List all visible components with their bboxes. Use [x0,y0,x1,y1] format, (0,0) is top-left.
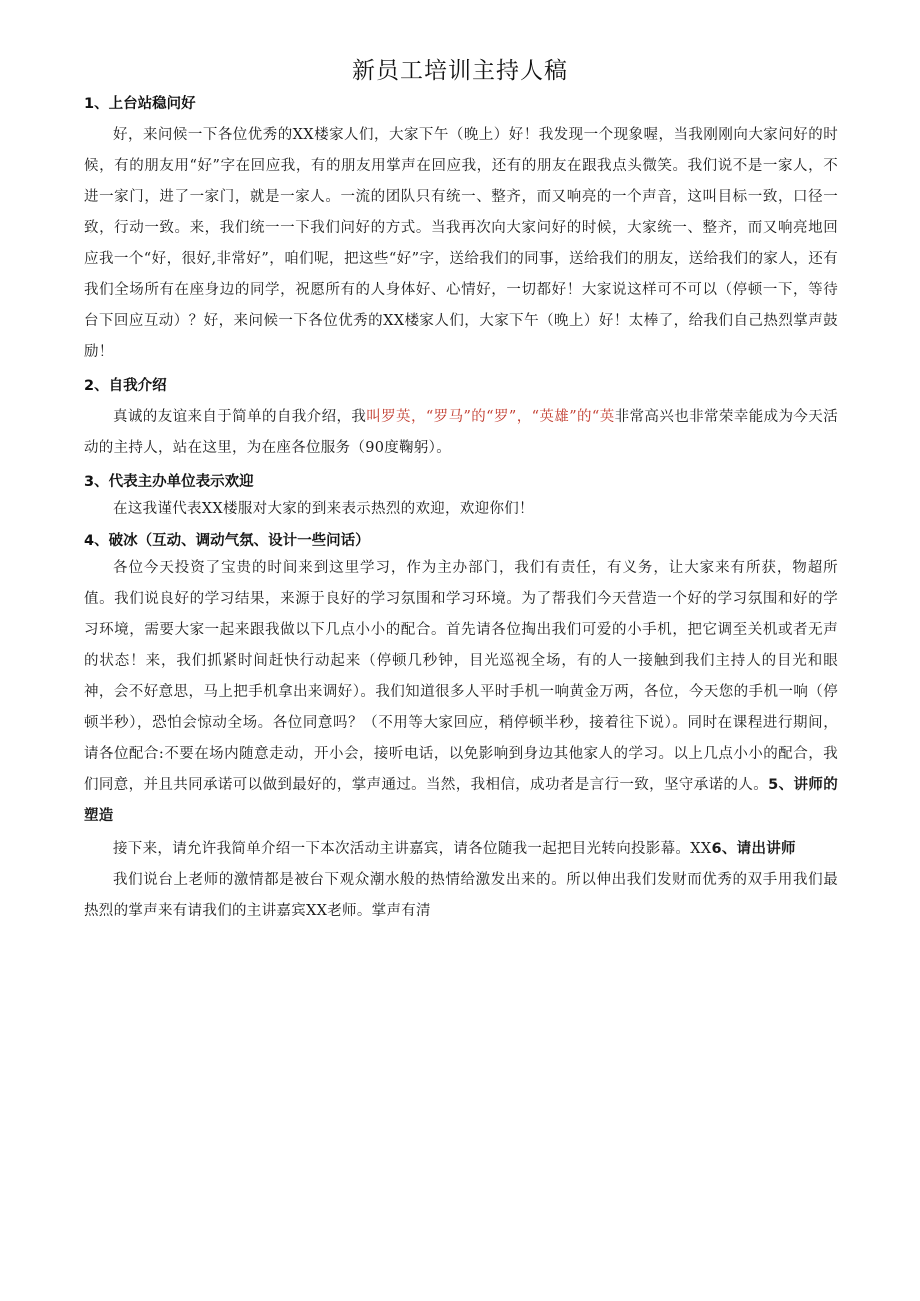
section-heading-welcome: 3、代表主办单位表示欢迎 [84,474,254,490]
section-heading-icebreak: 4、破冰（互动、调动气氛、设计一些问话） [84,533,370,549]
section-paragraph-invite-lecturer: 我们说台上老师的激情都是被台下观众潮水般的热情给激发出来的。所以伸出我们发财而优秀的双手用我们最热烈的掌声来有请我们的主讲嘉宾XX老师。掌声有清 [84,872,838,919]
section-paragraph-self-intro [84,402,838,464]
section-paragraph-lecturer-intro [84,834,838,865]
section-heading-greeting: 1、上台站稳问好 [84,96,196,112]
document-body [84,90,838,927]
self-intro-text-before: 真诚的友谊来自于简单的自我介绍，我 [113,409,367,425]
lecturer-intro-text: 接下来，请允许我简单介绍一下本次活动主讲嘉宾，请各位随我一起把目光转向投影幕。XX [113,841,712,857]
section-paragraph-icebreak [84,553,838,832]
icebreak-text: 各位今天投资了宝贵的时间来到这里学习，作为主办部门，我们有责任，有义务，让大家来有所获，物超所值。我们说良好的学习结果，来源于良好的学习氛围和学习环境。为了帮我们今天营造一个好的学习氛围和好的学习环境，需要大家一起来跟我做以下几点小小的配合。首先请各位掏出我们可爱的小手机，把它调至关机或者无声的状态！来，我们抓紧时间赶快行动起来（停顿几秒钟，目光巡视全场，有的人一接触到我们主持人的目光和眼神，会不好意思，马上把手机拿出来调好）。我们知道很多人平时手机一响黄金万两，各位，今天您的手机一响（停顿半秒），恐怕会惊动全场。各位同意吗？（不用等大家回应，稍停顿半秒，接着往下说）。同时在课程进行期间，请各位配合:不要在场内随意走动，开小会，接听电话，以免影响到身边其他家人的学习。以上几点小小的配合，我们同意，并且共同承诺可以做到最好的，掌声通过。当然，我相信，成功者是言行一致，坚守承诺的人。 [84,560,838,793]
section-paragraph-welcome: 在这我谨代表XX楼服对大家的到来表示热烈的欢迎，欢迎你们！ [113,501,534,517]
document-title: 新员工培训主持人稿 [352,58,568,84]
section-heading-invite-lecturer: 6、请出讲师 [711,841,796,857]
self-intro-text-after: 非常高兴也非常荣幸能成为今天活动的主持人，站在这里，为在座各位服务（90度鞠躬）。 [84,409,838,456]
section-paragraph-greeting: 好，来问候一下各位优秀的XX楼家人们，大家下午（晚上）好！我发现一个现象喔，当我刚刚向大家问好的时候，有的朋友用“好”字在回应我，有的朋友用掌声在回应我，还有的朋友在跟我点头微笑。我们说不是一家人，不进一家门，进了一家门，就是一家人。一流的团队只有统一、整齐，而又响亮的一个声音，这叫目标一致，口径一致，行动一致。来，我们统一一下我们问好的方式。当我再次向大家问好的时候，大家统一、整齐，而又响亮地回应我一个“好，很好,非常好”，咱们呢，把这些“好”字，送给我们的同事，送给我们的朋友，送给我们的家人，还有我们全场所有在座身边的同学，祝愿所有的人身体好、心情好，一切都好！大家说这样可不可以（停顿一下，等待台下回应互动）？好，来问候一下各位优秀的XX楼家人们，大家下午（晚上）好！太棒了，给我们自己热烈掌声鼓励！ [84,127,838,360]
self-intro-name-highlight: 叫罗英，“罗马”的“罗”，“英雄”的“英 [366,409,615,425]
section-heading-self-intro: 2、自我介绍 [84,378,167,394]
section-heading-lecturer-intro: 5、讲师的塑造 [84,777,839,824]
